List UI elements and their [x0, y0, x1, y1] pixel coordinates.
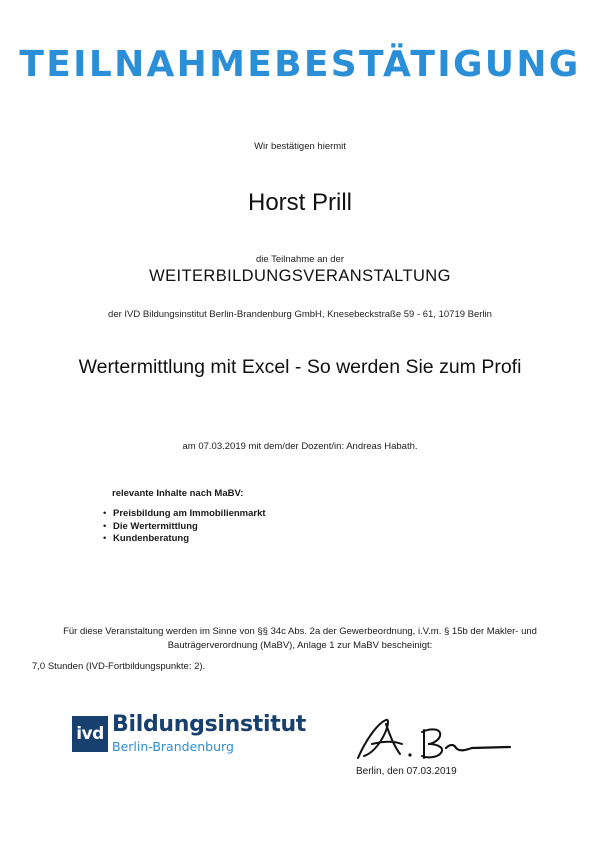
list-item: • Die Wertermittlung: [103, 521, 266, 534]
participation-line: die Teilnahme an der: [255, 254, 345, 265]
certificate-title: TEILNAHMEBESTÄTIGUNG: [19, 44, 581, 85]
logo-region: Berlin-Brandenburg: [112, 739, 234, 754]
content-heading: relevante Inhalte nach MaBV:: [112, 488, 244, 499]
ivd-logo: [72, 712, 307, 756]
ivd-badge: ivd: [72, 716, 108, 752]
logo-name: Bildungsinstitut: [112, 712, 307, 737]
content-list: [103, 508, 266, 546]
event-type: WEITERBILDUNGSVERANSTALTUNG: [149, 267, 451, 285]
signature-icon: [350, 714, 520, 764]
date-instructor-line: am 07.03.2019 mit dem/der Dozent/in: Andreas Habath.: [182, 441, 418, 452]
course-title: Wertermittlung mit Excel - So werden Sie zum Profi: [78, 356, 522, 378]
list-item: • Preisbildung am Immobilienmarkt: [103, 508, 266, 521]
legal-statement: [40, 625, 560, 652]
list-item: • Kundenberatung: [103, 533, 266, 546]
participant-name: Horst Prill: [247, 189, 352, 216]
confirm-line: Wir bestätigen hiermit: [254, 141, 346, 152]
hours-line: 7,0 Stunden (IVD-Fortbildungspunkte: 2).: [32, 661, 206, 672]
place-date: Berlin, den 07.03.2019: [356, 766, 457, 777]
legal-line-1: Für diese Veranstaltung werden im Sinne von §§ 34c Abs. 2a der Gewerbeordnung, i.V.m. § 15b der Makler- und: [63, 626, 537, 637]
organizer-line: der IVD Bildungsinstitut Berlin-Brandenburg GmbH, Knesebeckstraße 59 - 61, 10719 Berlin: [108, 309, 492, 320]
legal-line-2: Bauträgerverordnung (MaBV), Anlage 1 zur MaBV bescheinigt:: [167, 639, 433, 651]
